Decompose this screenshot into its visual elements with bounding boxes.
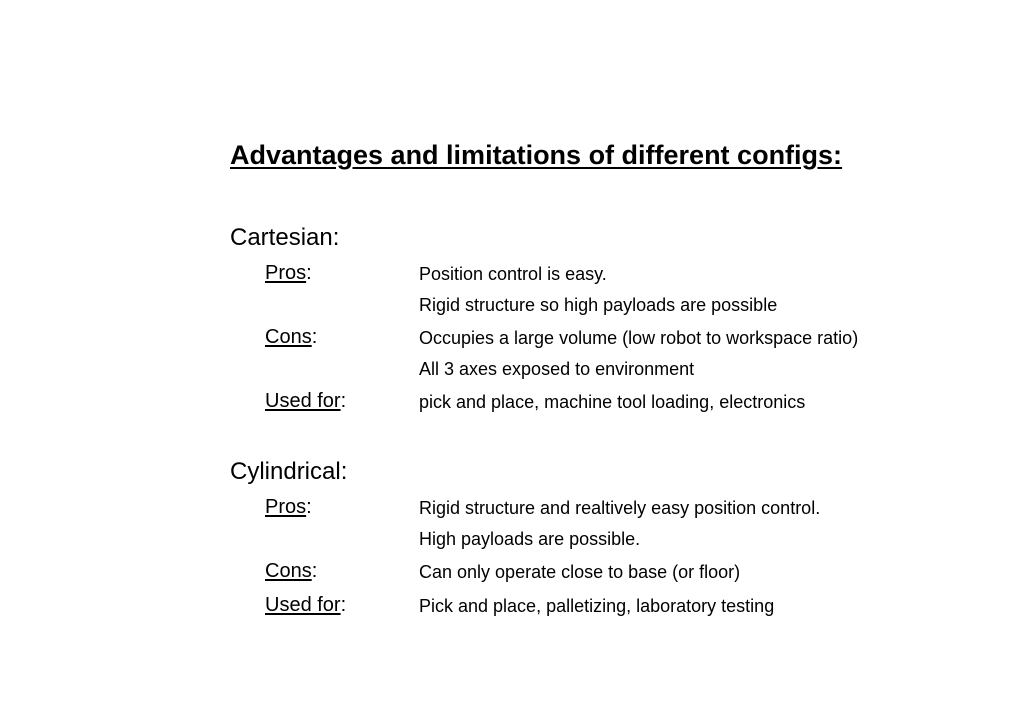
cartesian-pros-label <box>265 262 312 285</box>
colon: : <box>340 594 347 616</box>
section-heading-cartesian: Cartesian: <box>230 224 340 251</box>
cylindrical-pros-item-2: High payloads are possible. <box>419 529 641 549</box>
cartesian-pros-item-2: Rigid structure so high payloads are possible <box>419 295 778 315</box>
used-for-label-text: Used for <box>265 390 341 412</box>
cylindrical-pros-label <box>265 496 312 519</box>
colon: : <box>311 560 318 582</box>
colon: : <box>340 390 347 412</box>
cylindrical-used-for-value: Pick and place, palletizing, laboratory testing <box>419 596 775 616</box>
colon: : <box>311 326 318 348</box>
cons-label-text: Cons <box>265 560 312 582</box>
cartesian-cons-label <box>265 326 317 349</box>
cartesian-pros-item-1: Position control is easy. <box>419 264 607 284</box>
colon: : <box>306 496 312 518</box>
colon: : <box>306 262 312 284</box>
pros-label-text: Pros <box>265 496 307 518</box>
cartesian-used-for-label <box>265 390 346 413</box>
section-heading-cylindrical: Cylindrical: <box>230 458 348 485</box>
cons-label-text: Cons <box>265 326 312 348</box>
cartesian-cons-item-2: All 3 axes exposed to environment <box>419 359 695 379</box>
cartesian-cons-item-1: Occupies a large volume (low robot to workspace ratio) <box>419 328 859 348</box>
cylindrical-pros-item-1: Rigid structure and realtively easy position control. <box>419 498 821 518</box>
cartesian-used-for-value: pick and place, machine tool loading, electronics <box>419 392 806 412</box>
slide-title: Advantages and limitations of different configs: <box>230 140 843 170</box>
cylindrical-cons-label <box>265 560 317 583</box>
pros-label-text: Pros <box>265 262 307 284</box>
cylindrical-used-for-label <box>265 594 346 617</box>
cylindrical-cons-item-1: Can only operate close to base (or floor) <box>419 562 741 582</box>
used-for-label-text: Used for <box>265 594 341 616</box>
